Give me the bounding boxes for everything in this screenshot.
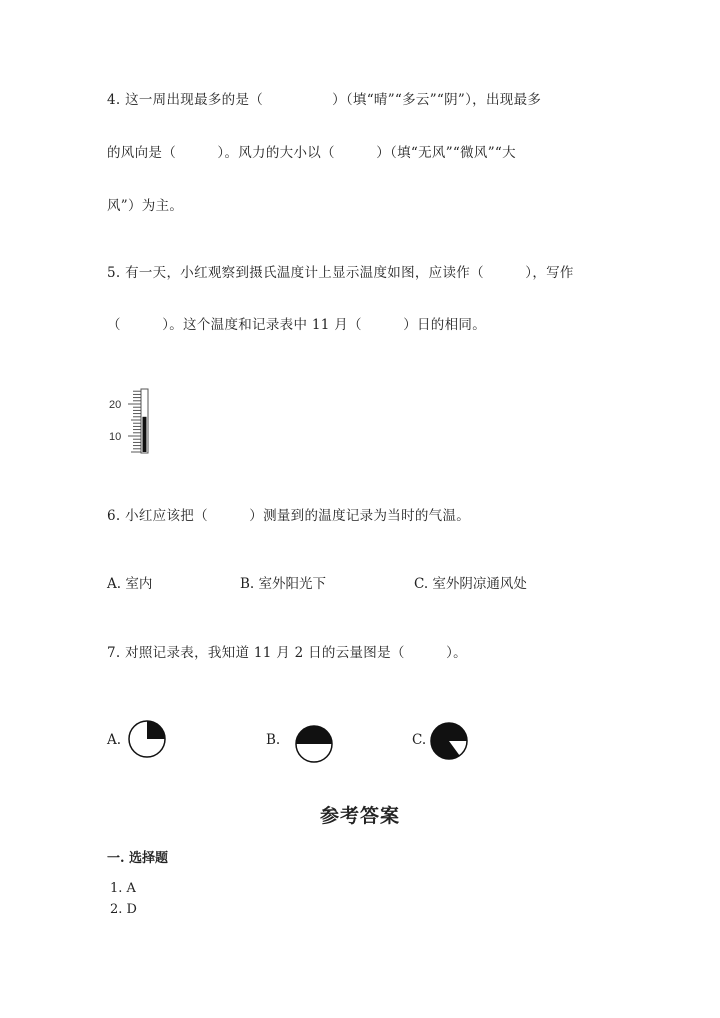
- q6-option-c: C. 室外阴凉通风处: [414, 576, 527, 592]
- q5-line-2: （ ）。这个温度和记录表中 11 月（ ）日的相同。: [107, 317, 487, 333]
- cloud-cover-icon-a: [127, 719, 167, 759]
- q6-option-a: A. 室内: [107, 576, 153, 592]
- answer-section-heading: 一. 选择题: [107, 851, 169, 866]
- answer-item-2: 2. D: [110, 902, 137, 917]
- q7-option-c-label: C.: [412, 732, 427, 748]
- q5-line-1: 5. 有一天，小红观察到摄氏温度计上显示温度如图，应读作（ ），写作: [107, 265, 574, 281]
- q6-line-1: 6. 小红应该把（ ）测量到的温度记录为当时的气温。: [107, 508, 471, 524]
- cloud-cover-fill-a: [147, 721, 165, 739]
- q4-line-3: 风”）为主。: [107, 198, 184, 214]
- thermometer-scale-ticks: [128, 391, 141, 452]
- q6-option-b: B. 室外阳光下: [240, 576, 327, 592]
- thermometer-figure: [104, 386, 154, 456]
- thermometer-liquid-column: [143, 417, 147, 452]
- answer-key-title: 参考答案: [319, 805, 400, 827]
- q7-option-b-label: B.: [266, 732, 281, 748]
- thermometer-label-10: 10: [109, 431, 122, 443]
- cloud-cover-fill-b: [296, 726, 332, 744]
- q7-line-1: 7. 对照记录表，我知道 11 月 2 日的云量图是（ ）。: [107, 645, 467, 661]
- thermometer-label-20: 20: [109, 399, 122, 411]
- cloud-cover-icon-c: [429, 721, 469, 761]
- q4-line-1: 4. 这一周出现最多的是（ ）（填“晴”“多云”“阴”），出现最多: [107, 92, 542, 108]
- q7-option-a-label: A.: [107, 732, 122, 748]
- cloud-cover-icon-b: [294, 724, 334, 764]
- answer-item-1: 1. A: [110, 881, 136, 896]
- q4-line-2: 的风向是（ ）。风力的大小以（ ）（填“无风”“微风”“大: [107, 145, 516, 161]
